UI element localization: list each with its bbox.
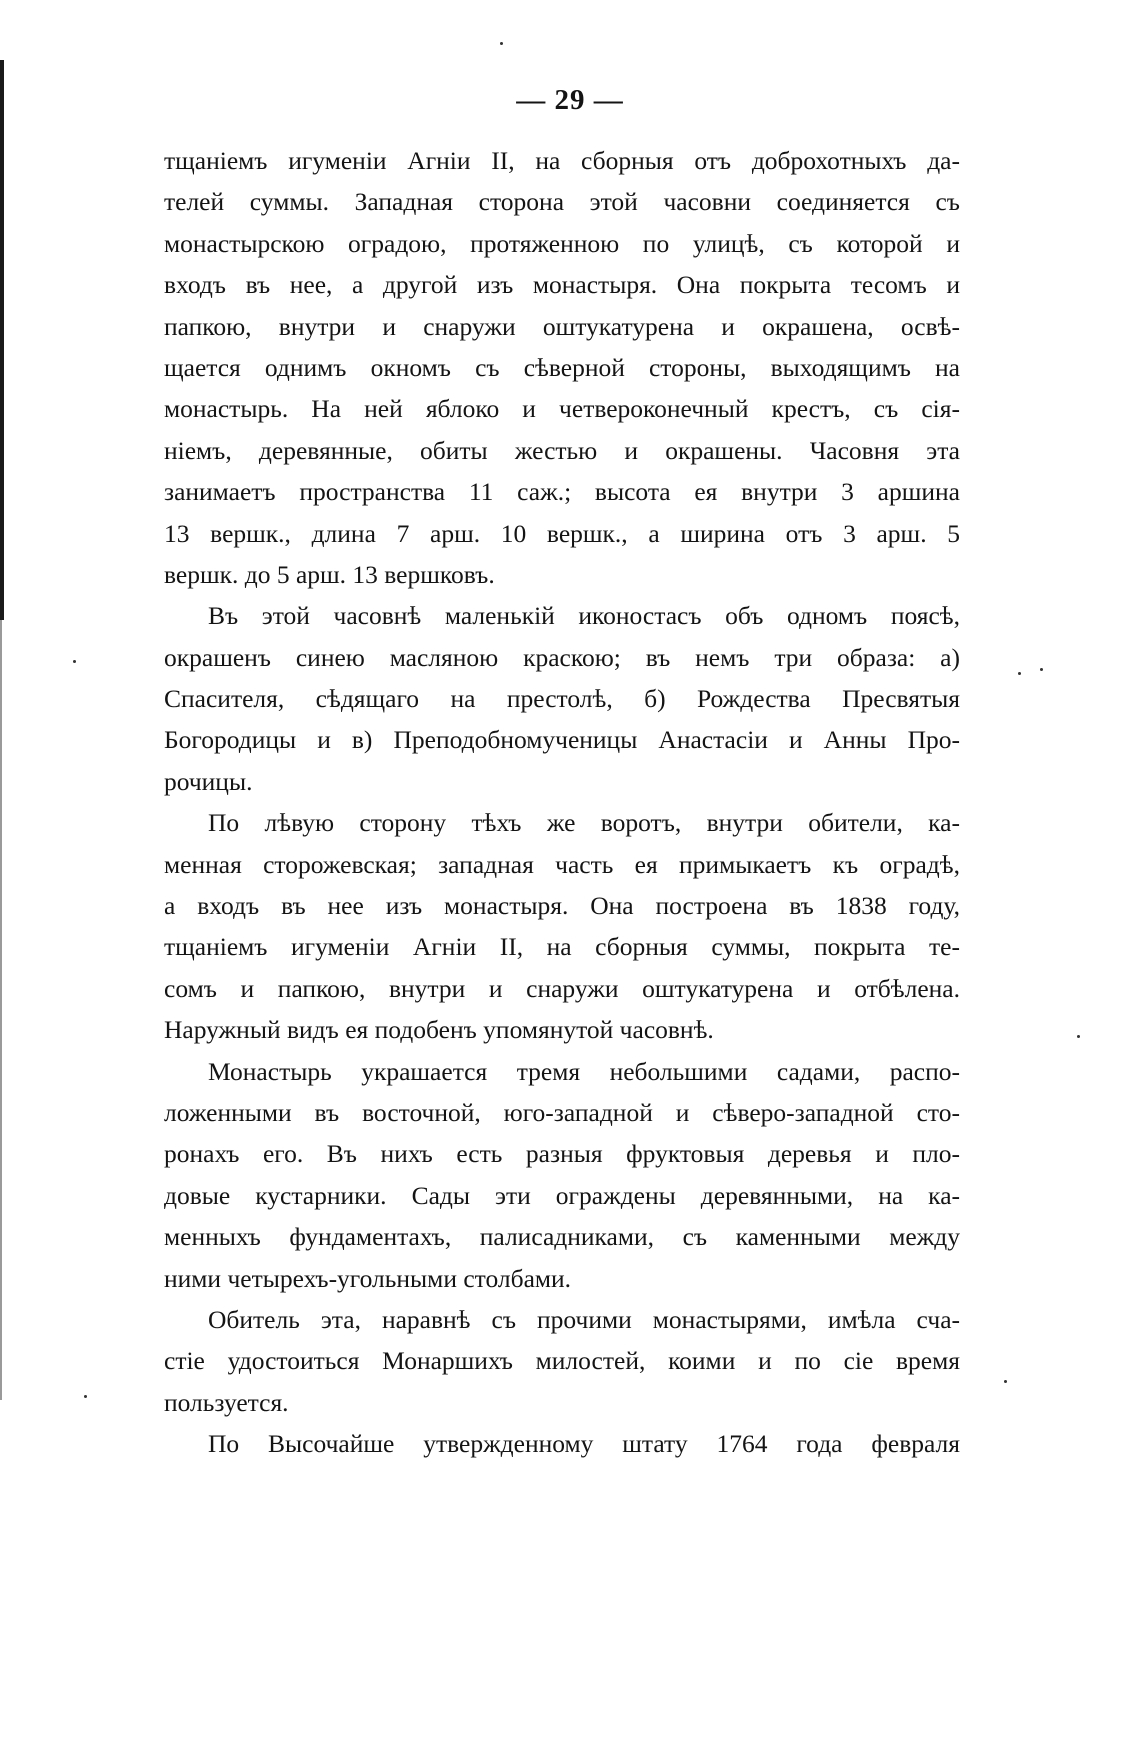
paragraph-5 xyxy=(164,1299,960,1423)
text-line: монастырскою оградою, протяженною по улицѣ, съ которой и xyxy=(164,228,960,258)
text-line: телей суммы. Западная сторона этой часовни соединяется съ xyxy=(164,187,960,217)
text-line: Наружный видъ ея подобенъ упомянутой часовнѣ. xyxy=(164,1015,714,1045)
paragraph-6 xyxy=(164,1423,960,1464)
scan-speck xyxy=(500,42,503,45)
paragraph-2 xyxy=(164,595,960,802)
text-line: входъ въ нее, а другой изъ монастыря. Она покрыта тесомъ и xyxy=(164,270,960,300)
scan-speck xyxy=(1018,672,1021,675)
text-line: пользуется. xyxy=(164,1387,289,1417)
scan-speck xyxy=(84,1395,87,1398)
scan-speck xyxy=(73,660,76,663)
text-line: монастырь. На ней яблоко и четвероконечный крестъ, съ сія- xyxy=(164,394,960,424)
text-line: менная сторожевская; западная часть ея примыкаетъ къ оградѣ, xyxy=(164,849,960,879)
text-line: щается однимъ окномъ съ сѣверной стороны, выходящимъ на xyxy=(164,352,960,382)
text-line: менныхъ фундаментахъ, палисадниками, съ каменными между xyxy=(164,1222,960,1252)
text-line: папкою, внутри и снаружи оштукатурена и окрашена, освѣ- xyxy=(164,311,960,341)
paragraph-4 xyxy=(164,1051,960,1299)
text-line: Обитель эта, наравнѣ съ прочими монастырями, имѣла сча- xyxy=(208,1304,960,1334)
scan-speck xyxy=(1004,1380,1007,1383)
text-line: 13 вершк., длина 7 арш. 10 вершк., а ширина отъ 3 арш. 5 xyxy=(164,518,960,548)
scan-speck xyxy=(1077,1035,1080,1038)
text-line: вершк. до 5 арш. 13 вершковъ. xyxy=(164,559,495,589)
text-line: Въ этой часовнѣ маленькій иконостасъ объ одномъ поясѣ, xyxy=(208,601,960,631)
text-line: Богородицы и в) Преподобномученицы Анастасіи и Анны Про- xyxy=(164,725,960,755)
text-line: стіе удостоиться Монаршихъ милостей, коими и по сіе время xyxy=(164,1346,960,1376)
text-line: тщаніемъ игуменіи Агніи II, на сборныя отъ доброхотныхъ да- xyxy=(164,146,960,175)
text-line: а входъ въ нее изъ монастыря. Она построена въ 1838 году, xyxy=(164,891,960,921)
paragraph-1 xyxy=(164,140,960,595)
text-line: ніемъ, деревянные, обиты жестью и окрашены. Часовня эта xyxy=(164,435,960,465)
text-line: ложенными въ восточной, юго-западной и сѣверо-западной сто- xyxy=(164,1097,960,1127)
text-line: По лѣвую сторону тѣхъ же воротъ, внутри обители, ка- xyxy=(208,808,960,838)
body-text xyxy=(164,140,960,1465)
text-line: довые кустарники. Сады эти ограждены деревянными, на ка- xyxy=(164,1180,960,1210)
scan-speck xyxy=(1040,668,1043,671)
text-line: Монастырь украшается тремя небольшими садами, распо- xyxy=(208,1056,960,1086)
text-line: ронахъ его. Въ нихъ есть разныя фруктовыя деревья и пло- xyxy=(164,1139,960,1169)
page-number: — 29 — xyxy=(516,84,624,116)
text-line: занимаетъ пространства 11 саж.; высота ея внутри 3 аршина xyxy=(164,477,960,507)
text-line: Спасителя, сѣдящаго на престолѣ, б) Рождества Пресвятыя xyxy=(164,684,960,714)
text-line: сомъ и папкою, внутри и снаружи оштукатурена и отбѣлена. xyxy=(164,973,960,1003)
text-line: По Высочайше утвержденному штату 1764 года февраля xyxy=(208,1429,960,1459)
text-line: тщаніемъ игуменіи Агніи II, на сборныя суммы, покрыта те- xyxy=(164,932,960,962)
text-line: окрашенъ синею масляною краскою; въ немъ три образа: а) xyxy=(164,642,960,672)
text-line: рочицы. xyxy=(164,766,253,796)
text-line: ними четырехъ-угольными столбами. xyxy=(164,1263,572,1293)
page-binding-edge xyxy=(0,60,4,620)
paragraph-3 xyxy=(164,802,960,1050)
